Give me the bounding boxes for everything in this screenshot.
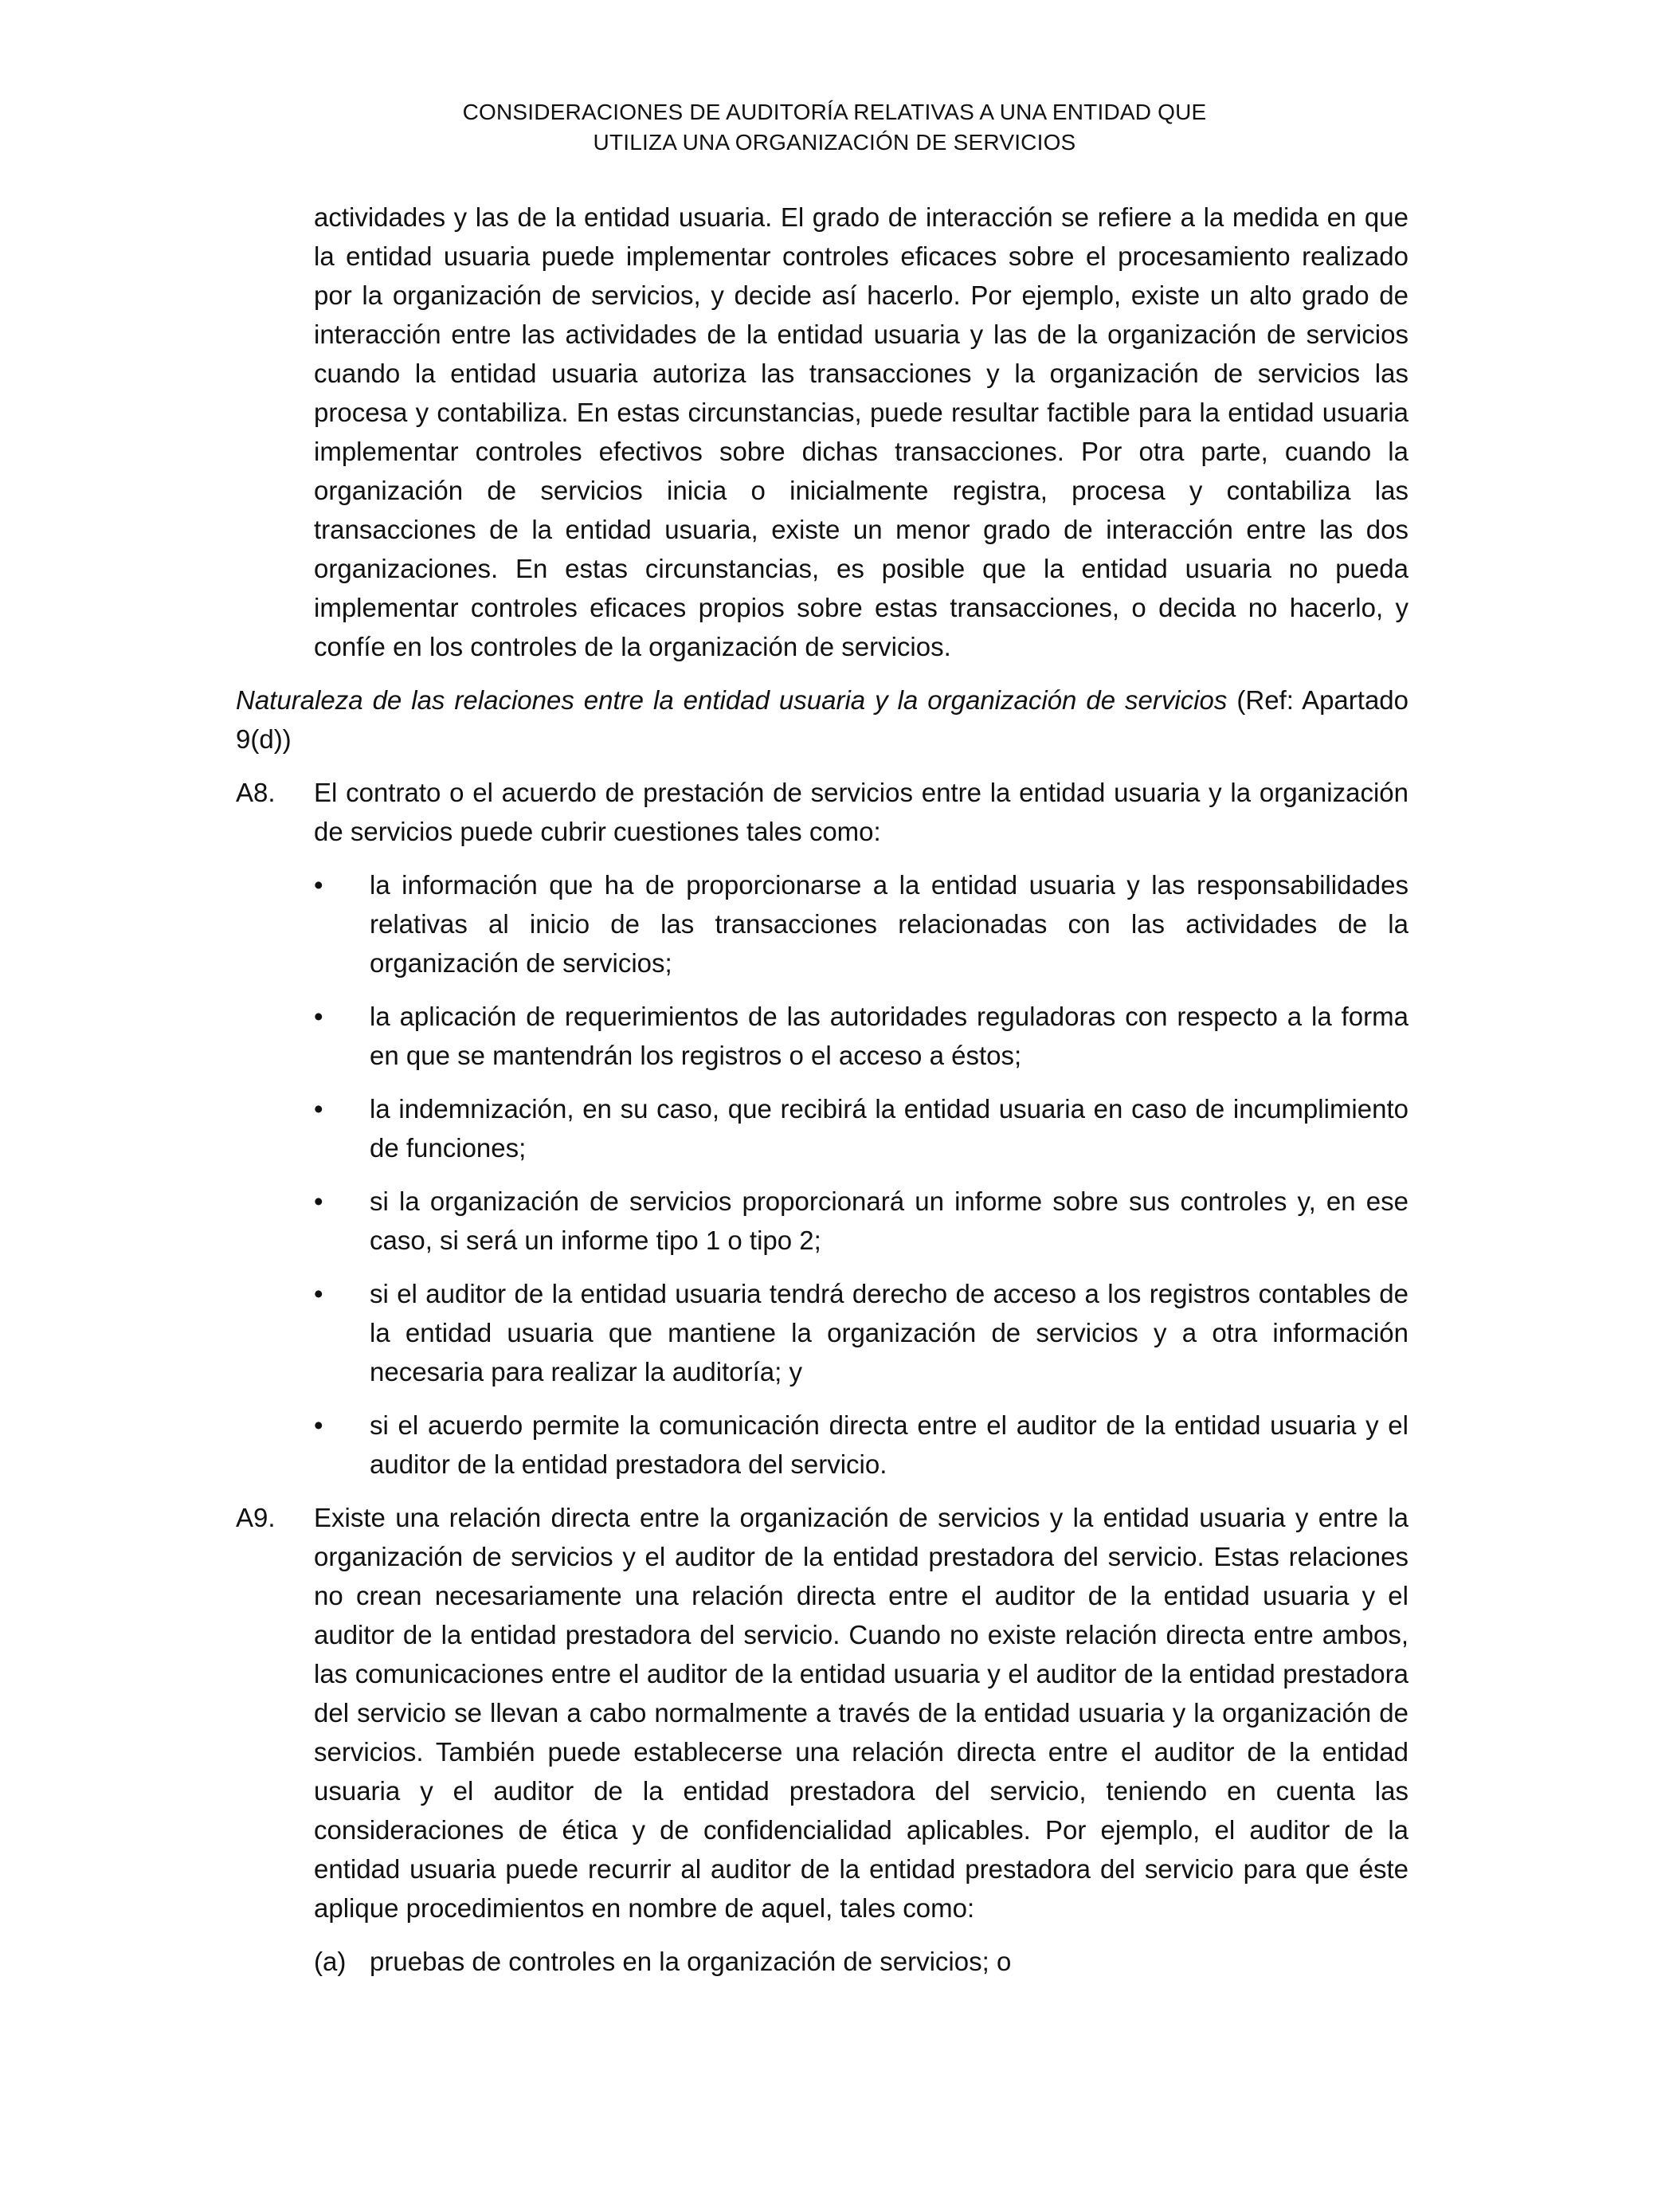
page-body xyxy=(236,198,1408,1981)
list-item-text: si el auditor de la entidad usuaria tendrá derecho de acceso a los registros contables de la entidad usuaria que mantiene la organización de servicios y a otra información necesaria para realizar la auditoría; y xyxy=(370,1279,1408,1386)
paragraph-a9-text: Existe una relación directa entre la organización de servicios y la entidad usuaria y entre la organización de servicios y el auditor de la entidad prestadora del servicio. Estas relaciones no crean necesariamente una relación directa entre el auditor de la entidad usuaria y el auditor de la entidad prestadora del servicio. Cuando no existe relación directa entre ambos, las comunicaciones entre el auditor de la entidad usuaria y el auditor de la entidad prestadora del servicio se llevan a cabo normalmente a través de la entidad usuaria y la organización de servicios. También puede establecerse una relación directa entre el auditor de la entidad usuaria y el auditor de la entidad prestadora del servicio, teniendo en cuenta las consideraciones de ética y de confidencialidad aplicables. Por ejemplo, el auditor de la entidad usuaria puede recurrir al auditor de la entidad prestadora del servicio para que éste aplique procedimientos en nombre de aquel, tales como: xyxy=(314,1503,1408,1923)
bullet-icon: • xyxy=(314,1186,323,1216)
bullet-icon: • xyxy=(314,1094,323,1124)
paragraph-a8-body xyxy=(314,773,1408,1484)
paragraph-a8 xyxy=(236,773,1408,1484)
list-item xyxy=(314,1182,1408,1260)
running-header-line-1: CONSIDERACIONES DE AUDITORÍA RELATIVAS A UNA ENTIDAD QUE xyxy=(462,100,1207,124)
list-item xyxy=(314,865,1408,982)
running-header-line-2: UTILIZA UNA ORGANIZACIÓN DE SERVICIOS xyxy=(593,130,1076,155)
intro-paragraph: actividades y las de la entidad usuaria. El grado de interacción se refiere a la medida en que la entidad usuaria puede implementar controles eficaces sobre el procesamiento realizado por la organización de servicios, y decide así hacerlo. Por ejemplo, existe un alto grado de interacción entre las actividades de la entidad usuaria y las de la organización de servicios cuando la entidad usuaria autoriza las transacciones y la organización de servicios las procesa y contabiliza. En estas circunstancias, puede resultar factible para la entidad usuaria implementar controles efectivos sobre dichas transacciones. Por otra parte, cuando la organización de servicios inicia o inicialmente registra, procesa y contabiliza las transacciones de la entidad usuaria, existe un menor grado de interacción entre las dos organizaciones. En estas circunstancias, es posible que la entidad usuaria no pueda implementar controles eficaces propios sobre estas transacciones, o decida no hacerlo, y confíe en los controles de la organización de servicios. xyxy=(314,202,1408,661)
paragraph-number: A8. xyxy=(236,778,276,807)
bullet-icon: • xyxy=(314,1002,323,1031)
section-heading xyxy=(236,680,1408,759)
bullet-icon: • xyxy=(314,1410,323,1440)
paragraph-a9-body xyxy=(314,1498,1408,1981)
list-item xyxy=(314,1089,1408,1167)
list-item-text: si la organización de servicios proporcionará un informe sobre sus controles y, en ese caso, si será un informe tipo 1 o tipo 2; xyxy=(370,1186,1408,1255)
section-heading-ref: (Ref: Apartado 9(d)) xyxy=(236,685,1409,754)
paragraph-number: A9. xyxy=(236,1503,276,1532)
list-item-text: la aplicación de requerimientos de las autoridades reguladoras con respecto a la forma en que se mantendrán los registros o el acceso a éstos; xyxy=(370,1002,1408,1070)
list-item-label: (a) xyxy=(314,1947,347,1976)
paragraph-a9 xyxy=(236,1498,1408,1981)
list-item xyxy=(314,1942,1408,1981)
list-item-text: la indemnización, en su caso, que recibirá la entidad usuaria en caso de incumplimiento de funciones; xyxy=(370,1094,1408,1163)
paragraph-a8-text: El contrato o el acuerdo de prestación de servicios entre la entidad usuaria y la organización de servicios puede cubrir cuestiones tales como: xyxy=(314,778,1408,846)
bullet-list xyxy=(314,865,1408,1484)
list-item-text: la información que ha de proporcionarse a la entidad usuaria y las responsabilidades relativas al inicio de las transacciones relacionadas con las actividades de la organización de servicios; xyxy=(370,870,1408,978)
bullet-icon: • xyxy=(314,1279,323,1308)
list-item xyxy=(314,997,1408,1075)
list-item-text: si el acuerdo permite la comunicación directa entre el auditor de la entidad usuaria y el auditor de la entidad prestadora del servicio. xyxy=(370,1410,1408,1479)
bullet-icon: • xyxy=(314,870,323,900)
list-item xyxy=(314,1274,1408,1391)
list-item-text: pruebas de controles en la organización de servicios; o xyxy=(370,1947,1012,1976)
section-heading-title: Naturaleza de las relaciones entre la entidad usuaria y la organización de servicios xyxy=(236,685,1228,715)
running-header xyxy=(0,97,1669,158)
list-item xyxy=(314,1406,1408,1484)
